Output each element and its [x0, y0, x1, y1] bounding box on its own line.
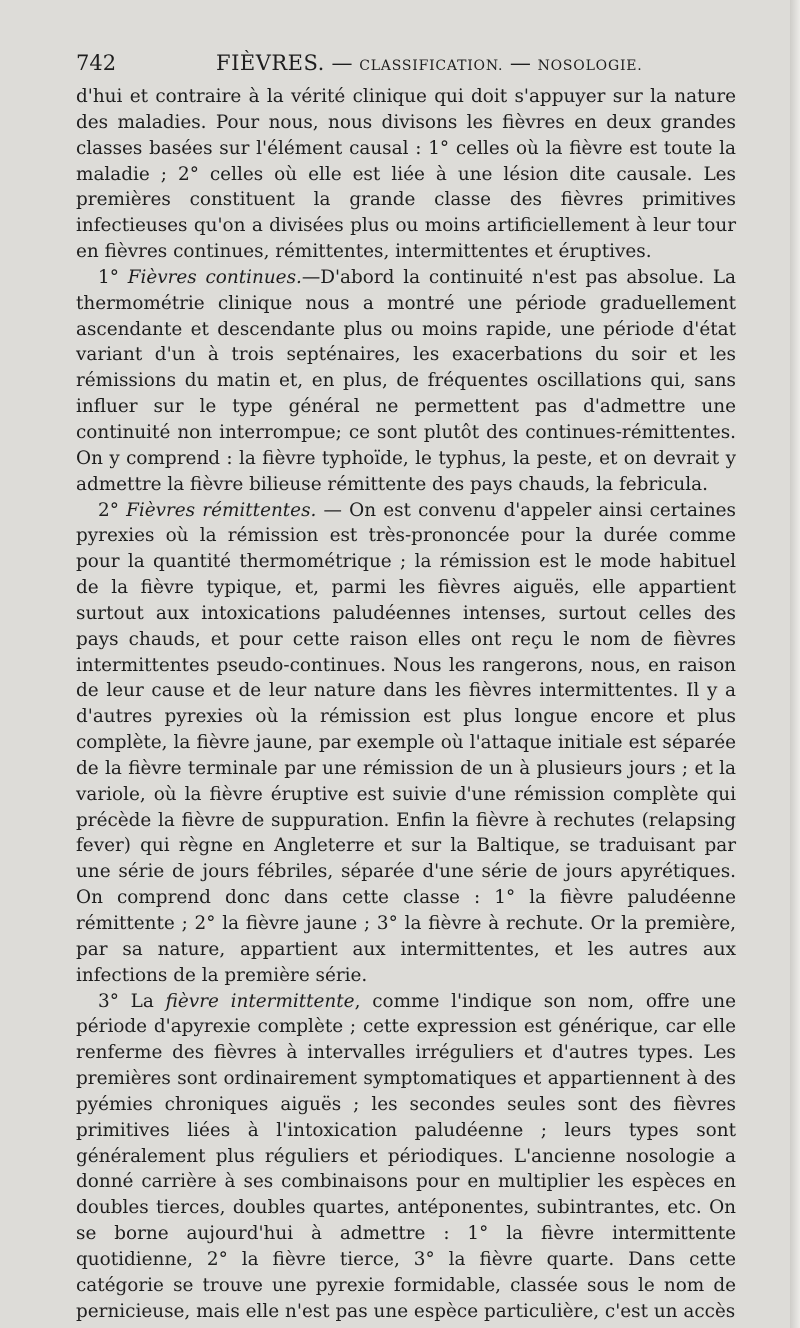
- paragraph-fievres-continues: [76, 265, 736, 498]
- paragraph-text: —D'abord la continuité n'est pas absolue. La thermométrie clinique nous a montré une période graduellement ascendante et descendante plus ou moins rapide, une période d'état variant d'un à trois septénaires, les exacerbations du soir et les rémissions du matin et, en plus, de fréquentes oscillations qui, sans influer sur le type général ne permettent pas d'admettre une continuité non interrompue; ce sont plutôt des continues-rémittentes. On y comprend : la fièvre typhoïde, le typhus, la peste, et on devrait y admettre la fièvre bilieuse rémittente des pays chauds, la febricula.: [76, 266, 737, 495]
- section-heading: Fièvres rémittentes.: [126, 499, 317, 521]
- running-title: [216, 48, 736, 81]
- paragraph-fievre-intermittente: [76, 989, 736, 1325]
- section-heading: Fièvres continues.: [127, 266, 302, 288]
- paragraph-text: d'hui et contraire à la vérité clinique qui doit s'appuyer sur la nature des maladies. Pour nous, nous divisons les fièvres en deux grandes classes basées sur l'élément causal : 1° celles où la fièvre est toute la maladie ; 2° celles où elle est liée à une lésion dite causale. Les premières constituent la grande classe des fièvres primitives infectieuses qu'on a divisées plus ou moins artificiellement à leur tour en fièvres continues, rémittentes, intermittentes et éruptives.: [76, 86, 736, 263]
- running-title-separator: —: [503, 51, 538, 75]
- paragraph-lead: 3° La: [98, 990, 166, 1012]
- running-title-separator: —: [324, 51, 360, 75]
- paragraph-fievres-remittentes: [76, 498, 736, 989]
- running-title-main: FIÈVRES.: [216, 51, 325, 75]
- running-title-classification: CLASSIFICATION.: [359, 58, 504, 74]
- running-title-nosologie: NOSOLOGIE.: [537, 58, 643, 74]
- section-heading: fièvre intermittente: [165, 990, 355, 1012]
- paragraph-text: , comme l'indique son nom, offre une période d'apyrexie complète ; cette expression est générique, car elle renferme des fièvres à intervalles irréguliers et d'autres types. Les premières sont ordinairement symptomatiques et appartiennent à des pyémies chroniques aiguës ; les secondes seules sont des fièvres primitives liées à l'intoxication paludéenne ; leurs types sont généralement plus réguliers et périodiques. L'ancienne nosologie a donné carrière à ses combinaisons pour en multiplier les espèces en doubles tierces, doubles quartes, antéponentes, subintrantes, etc. On se borne aujourd'hui à admettre : 1° la fièvre intermittente quotidienne, 2° la fièvre tierce, 3° la fièvre quarte. Dans cette catégorie se trouve une pyrexie formidable, classée sous le nom de pernicieuse, mais elle n'est pas une espèce particulière, c'est un accès: [76, 990, 737, 1322]
- paragraph-lead: 1°: [98, 266, 128, 288]
- page-edge: [790, 0, 800, 1328]
- paragraph-intro: [76, 84, 736, 265]
- body-text: [76, 84, 736, 1325]
- running-header: [76, 48, 736, 78]
- page-number: 742: [76, 51, 117, 75]
- paragraph-lead: 2°: [98, 499, 127, 521]
- paragraph-text: — On est convenu d'appeler ainsi certaines pyrexies où la rémission est très-prononcée pour la durée comme pour la quantité thermométrique ; la rémission est le mode habituel de la fièvre typique, et, parmi les fièvres aiguës, elle appartient surtout aux intoxications paludéennes intenses, surtout celles des pays chauds, et pour cette raison elles ont reçu le nom de fièvres intermittentes pseudo-continues. Nous les rangerons, nous, en raison de leur cause et de leur nature dans les fièvres intermittentes. Il y a d'autres pyrexies où la rémission est plus longue encore et plus complète, la fièvre jaune, par exemple où l'attaque initiale est séparée de la fièvre terminale par une rémission de un à plusieurs jours ; et la variole, où la fièvre éruptive est suivie d'une rémission complète qui précède la fièvre de suppuration. Enfin la fièvre à rechutes (relapsing fever) qui règne en Angleterre et sur la Baltique, se traduisant par une série de jours fébriles, séparée d'une série de jours apyrétiques. On comprend donc dans cette classe : 1° la fièvre paludéenne rémittente ; 2° la fièvre jaune ; 3° la fièvre à rechute. Or la première, par sa nature, appartient aux intermittentes, et les autres aux infections de la première série.: [76, 499, 736, 986]
